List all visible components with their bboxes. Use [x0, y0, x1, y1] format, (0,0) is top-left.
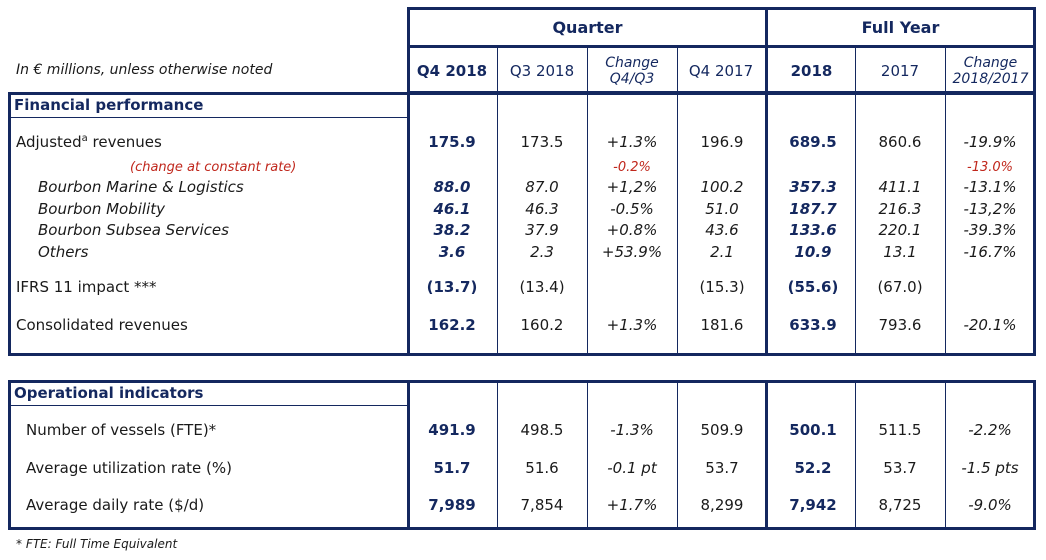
table-cell: (13.7) — [426, 278, 478, 296]
table-cell: +1.3% — [606, 133, 658, 151]
table-cell: -13.0% — [967, 160, 1013, 175]
table-cell: 689.5 — [789, 133, 837, 151]
financial-row — [0, 157, 1046, 179]
table-cell: 10.9 — [794, 243, 832, 261]
financial-row — [0, 221, 1046, 243]
footnote-marker: a — [81, 133, 88, 144]
col-q3-2018: Q3 2018 — [509, 62, 575, 80]
fullyear-group-label: Full Year — [861, 18, 940, 37]
financial-row — [0, 200, 1046, 222]
op-title-underline — [11, 405, 407, 406]
row-label: Average utilization rate (%) — [26, 459, 233, 477]
table-cell: -13,2% — [963, 200, 1017, 218]
table-cell: -19.9% — [963, 133, 1017, 151]
table-cell: 491.9 — [428, 421, 476, 439]
table-cell: 162.2 — [428, 316, 476, 334]
row-label: Bourbon Mobility — [38, 200, 166, 218]
table-cell: -0.1 pt — [607, 459, 657, 477]
table-cell: (13.4) — [519, 278, 565, 296]
operational-title: Operational indicators — [14, 384, 204, 402]
table-cell: +1.3% — [606, 316, 658, 334]
row-label: IFRS 11 impact *** — [16, 278, 157, 296]
table-cell: 509.9 — [700, 421, 744, 439]
fin-title-underline — [11, 117, 407, 118]
table-cell: 3.6 — [438, 243, 466, 261]
row-label: Average daily rate ($/d) — [26, 496, 205, 514]
table-cell: 2.1 — [710, 243, 734, 261]
financial-title: Financial performance — [14, 96, 204, 114]
row-label: (change at constant rate) — [130, 160, 297, 175]
table-cell: -0.5% — [610, 200, 654, 218]
table-cell: 51.6 — [525, 459, 559, 477]
table-cell: -2.2% — [968, 421, 1012, 439]
table-cell: 2.3 — [530, 243, 554, 261]
table-cell: -1.5 pts — [961, 459, 1019, 477]
table-cell: 53.7 — [883, 459, 917, 477]
table-cell: 633.9 — [789, 316, 837, 334]
col-change-q4q3: Change Q4/Q3 — [605, 55, 659, 87]
table-cell: 46.3 — [525, 200, 559, 218]
table-cell: 173.5 — [520, 133, 564, 151]
table-cell: 53.7 — [705, 459, 739, 477]
table-cell: 187.7 — [789, 200, 837, 218]
table-cell: 38.2 — [433, 221, 471, 239]
row-label: Number of vessels (FTE)* — [26, 421, 217, 439]
financial-row — [0, 278, 1046, 300]
table-cell: 7,854 — [520, 496, 564, 514]
table-cell: 51.0 — [705, 200, 739, 218]
table-cell: (15.3) — [699, 278, 745, 296]
table-cell: 37.9 — [525, 221, 559, 239]
row-label: Bourbon Marine & Logistics — [38, 178, 244, 196]
operational-row — [0, 421, 1046, 443]
table-cell: 51.7 — [433, 459, 471, 477]
table-cell: 100.2 — [700, 178, 744, 196]
table-cell: 196.9 — [700, 133, 744, 151]
table-cell: 498.5 — [520, 421, 564, 439]
table-cell: 160.2 — [520, 316, 564, 334]
row-label: Others — [38, 243, 89, 261]
table-cell: 793.6 — [878, 316, 922, 334]
fullyear-group-header — [765, 7, 1036, 48]
operational-row — [0, 496, 1046, 518]
table-cell: 7,989 — [428, 496, 476, 514]
table-cell: -9.0% — [968, 496, 1012, 514]
table-cell: 411.1 — [878, 178, 922, 196]
footnote: * FTE: Full Time Equivalent — [16, 537, 178, 551]
table-cell: +1,2% — [606, 178, 658, 196]
table-cell: 46.1 — [433, 200, 471, 218]
table-cell: (67.0) — [877, 278, 923, 296]
table-cell: +1.7% — [606, 496, 658, 514]
financial-row — [0, 178, 1046, 200]
table-cell: 8,725 — [878, 496, 922, 514]
table-cell: 88.0 — [433, 178, 471, 196]
table-cell: -0.2% — [613, 160, 651, 175]
table-cell: 175.9 — [428, 133, 476, 151]
col-q4-2018: Q4 2018 — [416, 62, 488, 80]
table-cell: 216.3 — [878, 200, 922, 218]
row-label: Bourbon Subsea Services — [38, 221, 229, 239]
table-cell: 181.6 — [700, 316, 744, 334]
table-cell: 220.1 — [878, 221, 922, 239]
financial-row — [0, 133, 1046, 155]
table-cell: -16.7% — [963, 243, 1017, 261]
table-cell: 357.3 — [789, 178, 837, 196]
table-cell: 860.6 — [878, 133, 922, 151]
table-cell: 13.1 — [883, 243, 917, 261]
table-cell: -20.1% — [963, 316, 1017, 334]
table-cell: 133.6 — [789, 221, 837, 239]
col-2017: 2017 — [880, 62, 920, 80]
table-cell: 7,942 — [789, 496, 837, 514]
col-2018: 2018 — [790, 62, 833, 80]
table-cell: 87.0 — [525, 178, 559, 196]
col-q4-2017: Q4 2017 — [688, 62, 754, 80]
row-label: Consolidated revenues — [16, 316, 188, 334]
table-cell: 511.5 — [878, 421, 922, 439]
table-cell: 8,299 — [700, 496, 744, 514]
table-cell: 43.6 — [705, 221, 739, 239]
table-cell: +53.9% — [601, 243, 663, 261]
quarter-group-label: Quarter — [552, 18, 623, 37]
table-cell: 52.2 — [794, 459, 832, 477]
table-cell: (55.6) — [787, 278, 839, 296]
financial-row — [0, 316, 1046, 338]
quarter-group-header — [407, 7, 768, 48]
table-cell: -1.3% — [610, 421, 654, 439]
table-cell: -39.3% — [963, 221, 1017, 239]
operational-row — [0, 459, 1046, 481]
table-cell: 500.1 — [789, 421, 837, 439]
table-cell: -13.1% — [963, 178, 1017, 196]
table-cell: +0.8% — [606, 221, 658, 239]
financial-row — [0, 243, 1046, 265]
col-change-fy: Change 2018/2017 — [952, 55, 1029, 87]
units-note: In € millions, unless otherwise noted — [16, 62, 273, 78]
row-label: Adjusted$^a$ revenues — [16, 133, 162, 151]
